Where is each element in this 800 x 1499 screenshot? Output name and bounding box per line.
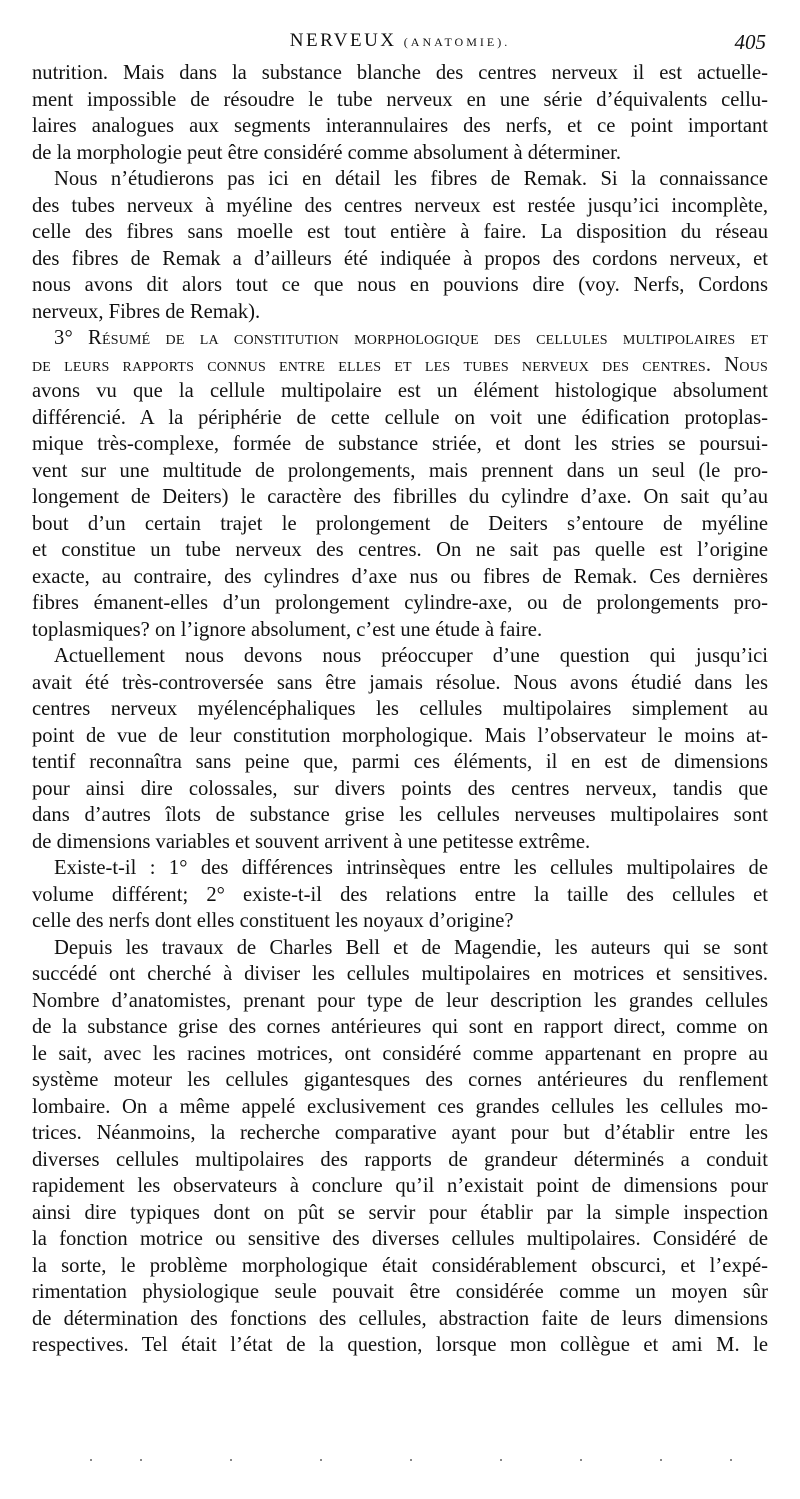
text-line: avait été très-controversée sans être jamais résolue. Nous avons étudié dans les <box>32 671 768 694</box>
text-line: la fonction motrice ou sensitive des diverses cellules multipolaires. Considéré de <box>32 1228 768 1250</box>
text-line: ment impossible de résoudre le tube nerveux en une série d’équivalents cellu- <box>32 88 768 111</box>
body-text <box>32 60 768 1359</box>
text-line: bout d’un certain trajet le prolongement de Deiters s’entoure de myéline <box>32 512 768 535</box>
text-line: nerveux, Fibres de Remak). <box>32 300 261 323</box>
text-line: pour ainsi dire colossales, sur divers points des centres nerveux, tandis que <box>32 777 768 800</box>
text-line: Depuis les travaux de Charles Bell et de Magendie, les auteurs qui se sont <box>54 936 768 959</box>
running-head-title: NERVEUX <box>289 30 397 51</box>
text-line: Nous n’étudierons pas ici en détail les fibres de Remak. Si la connaissance <box>54 168 768 190</box>
text-line: le sait, avec les racines motrices, ont considéré comme appartenant en propre au <box>32 1042 768 1065</box>
text-line: rimentation physiologique seule pouvait être considérée comme un moyen sûr <box>32 1281 768 1303</box>
text-line: centres nerveux myélencéphaliques les cellules multipolaires simplement au <box>32 698 768 720</box>
text-line: 3° Résumé de la constitution morphologique des cellules multipolaires et <box>54 327 768 349</box>
text-line: volume différent; 2° existe-t-il des relations entre la taille des cellules et <box>32 883 768 906</box>
text-line: rapidement les observateurs à conclure qu’il n’existait point de dimensions pour <box>32 1175 768 1197</box>
text-line: des tubes nerveux à myéline des centres nerveux est restée jusqu’ici incomplète, <box>32 194 768 217</box>
text-line: diverses cellules multipolaires des rapports de grandeur déterminés a conduit <box>32 1148 768 1171</box>
text-line: nous avons dit alors tout ce que nous en pouvions dire (voy. Nerfs, Cordons <box>32 274 768 296</box>
text-line: dans d’autres îlots de substance grise les cellules nerveuses multipolaires sont <box>32 804 768 826</box>
text-line: tentif reconnaîtra sans peine que, parmi ces éléments, il en est de dimensions <box>32 751 768 773</box>
running-head <box>32 30 768 52</box>
text-line: longement de Deiters) le caractère des fibrilles du cylindre d’axe. On sait qu’au <box>32 486 768 508</box>
text-line: et constitue un tube nerveux des centres. On ne sait pas quelle est l’origine <box>32 539 768 561</box>
text-line: différencié. A la périphérie de cette cellule on voit une édification protoplas- <box>32 406 768 429</box>
text-line: trices. Néanmoins, la recherche comparative ayant pour but d’établir entre les <box>32 1122 768 1144</box>
page-number: 405 <box>734 30 766 54</box>
text-line: point de vue de leur constitution morphologique. Mais l’observateur le moins at- <box>32 724 768 747</box>
text-line: Nombre d’anatomistes, prenant pour type de leur description les grandes cellules <box>32 989 768 1012</box>
text-line: ainsi dire typiques dont on pût se servir pour établir par la simple inspection <box>32 1201 768 1224</box>
text-line: Actuellement nous devons nous préoccuper d’une question qui jusqu’ici <box>54 645 768 667</box>
text-line: de la substance grise des cornes antérieures qui sont en rapport direct, comme on <box>32 1016 768 1038</box>
text-line: laires analogues aux segments interannulaires des nerfs, et ce point important <box>32 115 768 137</box>
page-header <box>32 26 768 58</box>
text-line: nutrition. Mais dans la substance blanche des centres nerveux il est actuelle- <box>32 62 768 84</box>
running-head-subtitle: (ANATOMIE). <box>403 35 511 49</box>
text-line: respectives. Tel était l’état de la question, lorsque mon collègue et ami M. le <box>32 1334 768 1356</box>
text-line: la sorte, le problème morphologique était considérablement obscurci, et l’expé- <box>32 1254 768 1277</box>
text-line: fibres émanent-elles d’un prolongement cylindre-axe, ou de prolongements pro- <box>32 592 768 614</box>
text-line: système moteur les cellules gigantesques des cornes antérieures du renflement <box>32 1069 768 1091</box>
text-line: celle des nerfs dont elles constituent les noyaux d’origine? <box>32 910 514 932</box>
text-line: de détermination des fonctions des cellules, abstraction faite de leurs dimensions <box>32 1307 768 1330</box>
text-line: toplasmiques? on l’ignore absolument, c’est une étude à faire. <box>32 618 543 641</box>
text-line: celle des fibres sans moelle est tout entière à faire. La disposition du réseau <box>32 221 768 243</box>
text-line: exacte, au contraire, des cylindres d’axe nus ou fibres de Remak. Ces dernières <box>32 565 768 588</box>
text-line: lombaire. On a même appelé exclusivement ces grandes cellules les cellules mo- <box>32 1095 768 1118</box>
text-line: de leurs rapports connus entre elles et les tubes nerveux des centres. Nous <box>32 353 768 376</box>
text-line: mique très-complexe, formée de substance striée, et dont les stries se poursui- <box>32 433 768 455</box>
text-line: de dimensions variables et souvent arrivent à une petitesse extrême. <box>32 830 591 853</box>
text-line: Existe-t-il : 1° des différences intrinsèques entre les cellules multipolaires de <box>54 857 768 879</box>
text-line: avons vu que la cellule multipolaire est un élément histologique absolument <box>32 380 768 402</box>
text-line: succédé ont cherché à diviser les cellules multipolaires en motrices et sensitives. <box>32 963 768 985</box>
footer-artifacts <box>80 1455 740 1463</box>
text-line: vent sur une multitude de prolongements, mais prennent dans un seul (le pro- <box>32 459 768 482</box>
text-line: de la morphologie peut être considéré comme absolument à déterminer. <box>32 141 622 164</box>
text-line: des fibres de Remak a d’ailleurs été indiquée à propos des cordons nerveux, et <box>32 247 768 270</box>
